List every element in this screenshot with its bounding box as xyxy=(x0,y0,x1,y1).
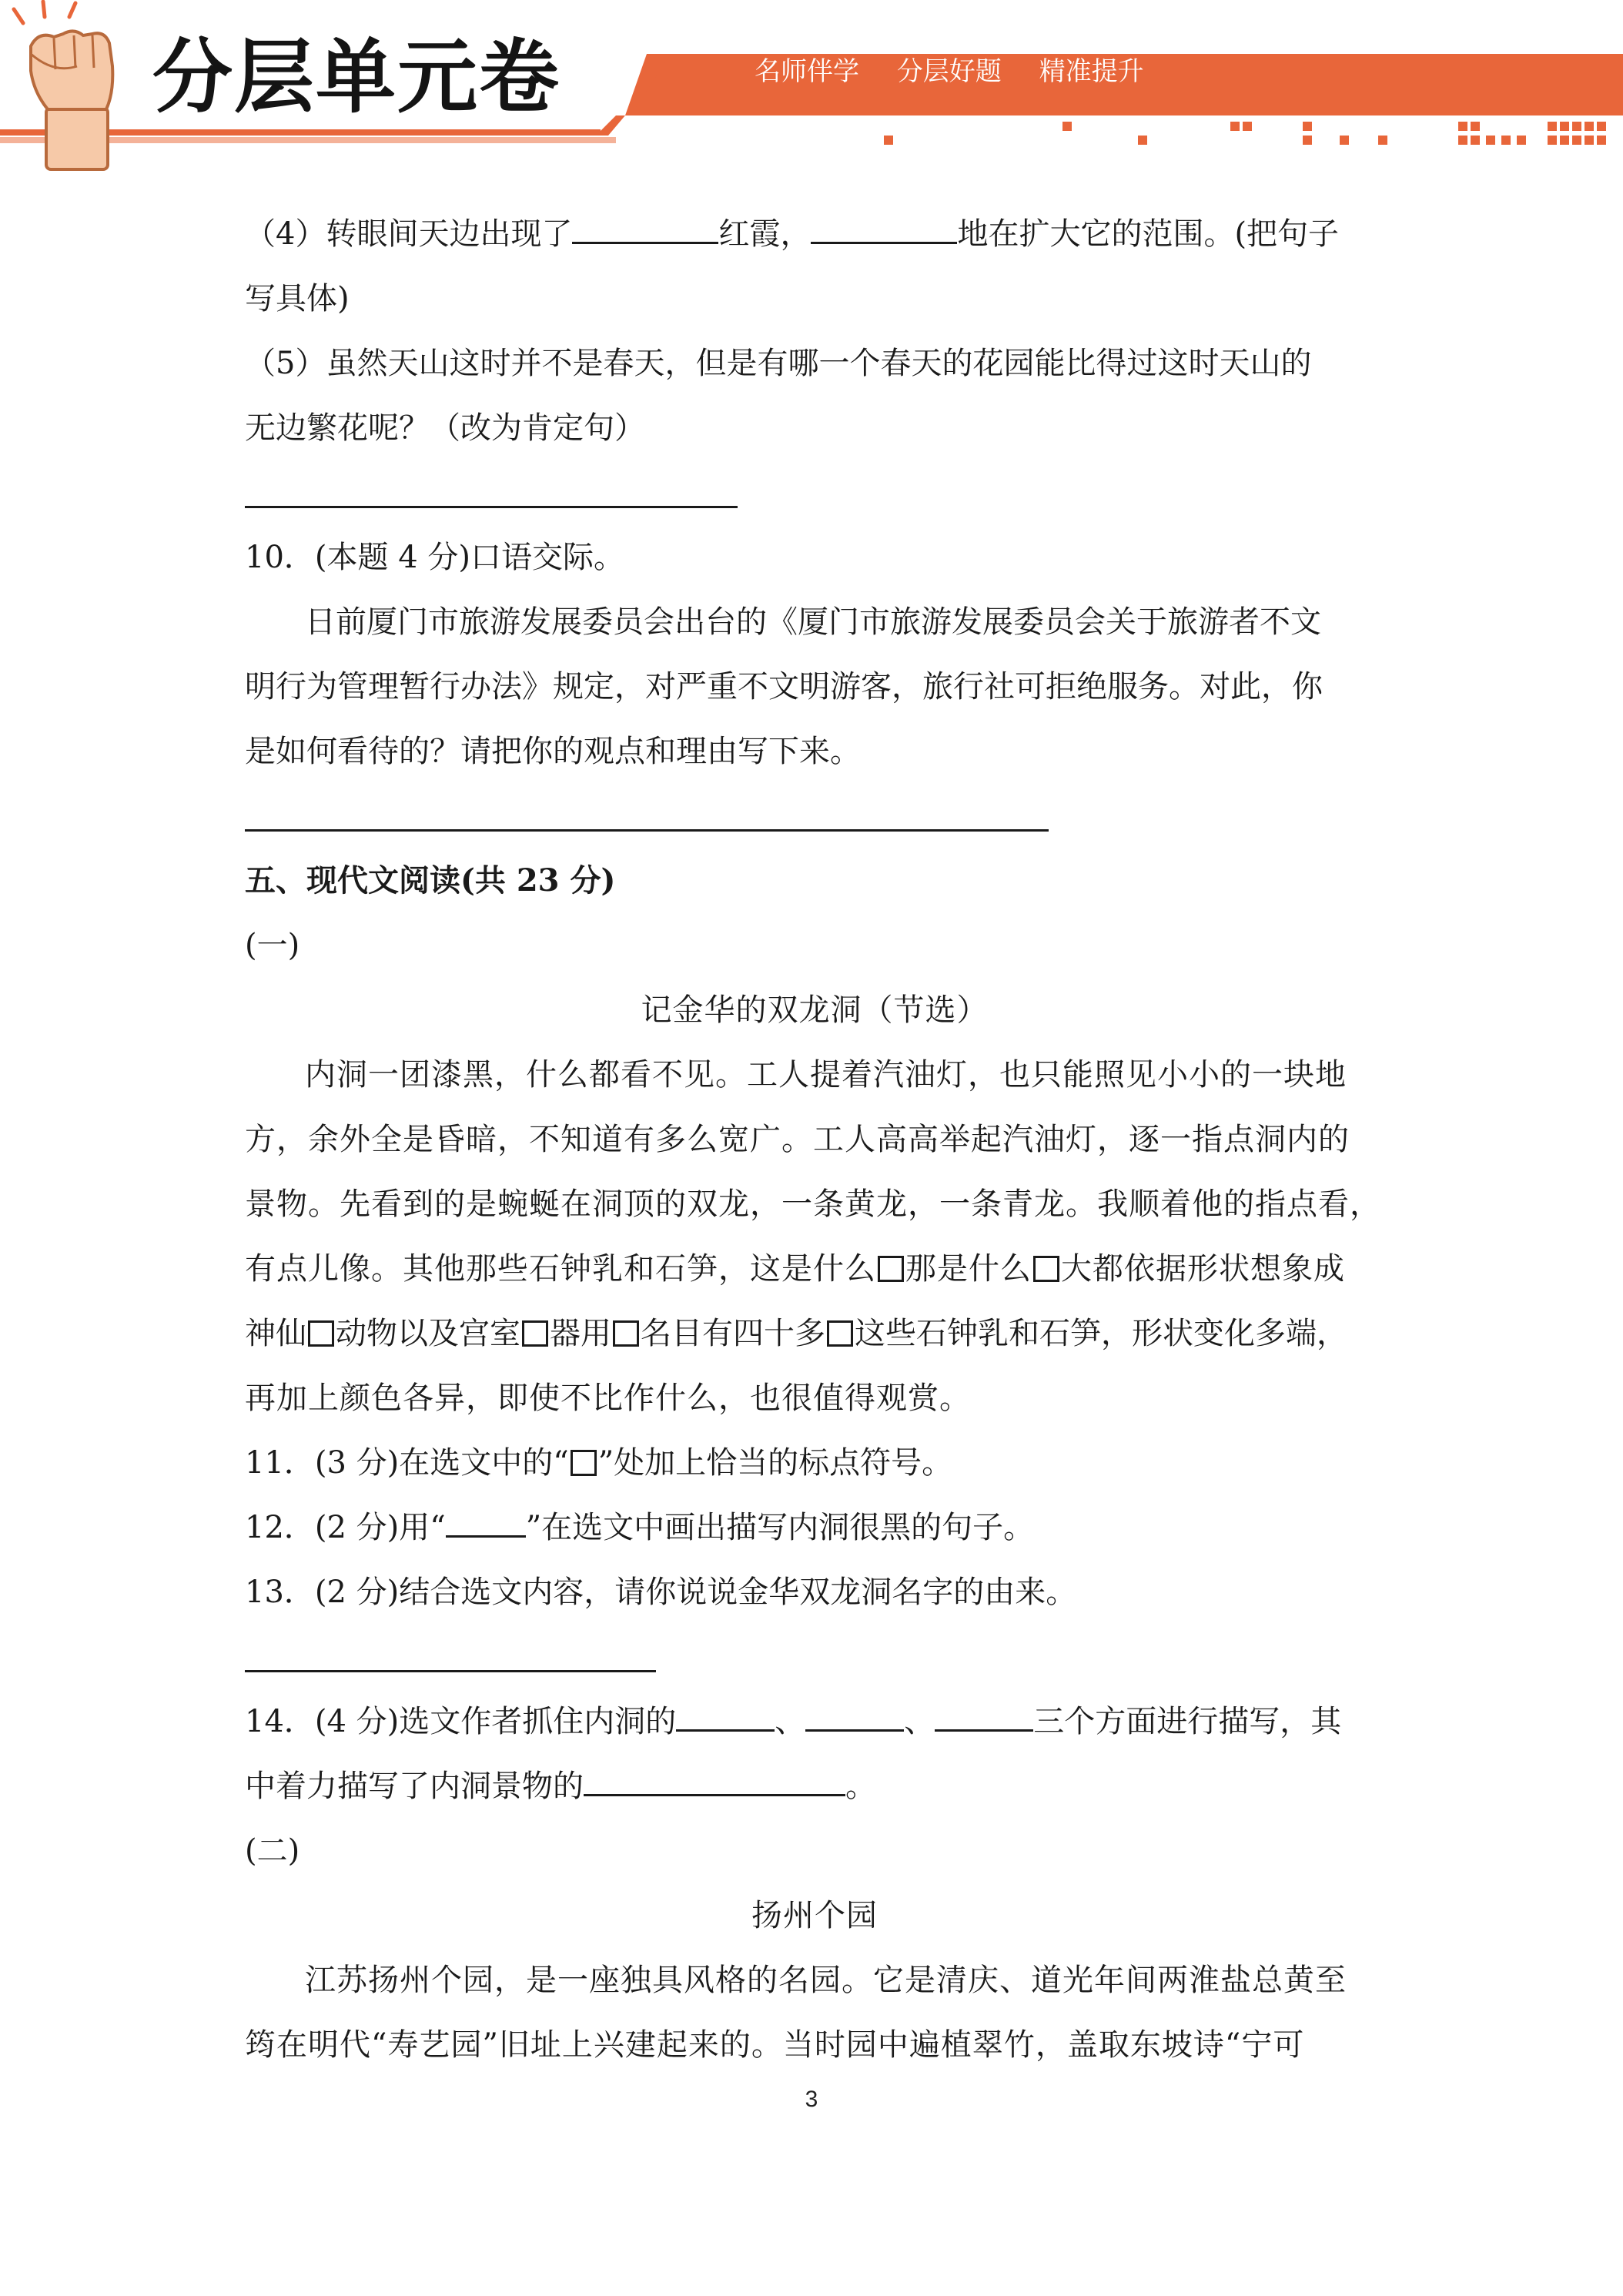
fill-blank[interactable] xyxy=(805,1703,904,1732)
fist-raised-icon xyxy=(14,2,112,169)
part-label: (二) xyxy=(245,1833,300,1869)
q9-item5-line2: 无边繁花呢？（改为肯定句） xyxy=(245,410,645,446)
passage-line: 再加上颜色各异，即使不比作什么，也很值得观赏。 xyxy=(245,1381,971,1416)
page-content xyxy=(245,202,1384,2077)
q12: 12．(2 分)用“ ”在选文中画出描写内洞很黑的句子。 xyxy=(245,1510,1035,1545)
passage-line: 方，余外全是昏暗，不知道有多么宽广。工人高高举起汽油灯，逐一指点洞内的 xyxy=(245,1122,1350,1157)
passage-line: 内洞一团漆黑，什么都看不见。工人提着汽油灯，也只能照见小小的一块地 xyxy=(305,1057,1347,1093)
punctuation-box[interactable] xyxy=(308,1320,334,1347)
answer-line[interactable] xyxy=(245,1625,1384,1689)
q10-text-line: 明行为管理暂行办法》规定，对严重不文明游客，旅行社可拒绝服务。对此，你 xyxy=(245,669,1323,705)
q13: 13．(2 分)结合选文内容，请你说说金华双龙洞名字的由来。 xyxy=(245,1575,1077,1610)
q14-line2: 中着力描写了内洞景物的 。 xyxy=(245,1769,876,1804)
underline-symbol xyxy=(446,1509,526,1538)
punctuation-box[interactable] xyxy=(827,1320,853,1347)
passage-line: 江苏扬州个园，是一座独具风格的名园。它是清庆、道光年间两淮盐总黄至 xyxy=(305,1963,1347,1998)
q10-text-line: 是如何看待的？请把你的观点和理由写下来。 xyxy=(245,734,861,769)
passage-line: 有点儿像。其他那些石钟乳和石笋，这是什么 那是什么 大都依据形状想象成 xyxy=(245,1251,1345,1287)
punctuation-box[interactable] xyxy=(522,1320,548,1347)
brand-title: 分层单元卷 xyxy=(152,30,561,124)
page-number: 3 xyxy=(805,2087,818,2112)
fill-blank[interactable] xyxy=(811,216,957,244)
passage-line: 景物。先看到的是蜿蜒在洞顶的双龙，一条黄龙，一条青龙。我顺着他的指点看， xyxy=(245,1186,1381,1222)
fill-blank[interactable] xyxy=(676,1703,775,1732)
slogan-item: 分层好题 xyxy=(896,56,1002,87)
q10-heading: 10．(本题 4 分)口语交际。 xyxy=(245,540,624,575)
q9-item4-line2: 写具体) xyxy=(245,281,350,316)
box-symbol xyxy=(571,1450,597,1476)
punctuation-box[interactable] xyxy=(1033,1256,1059,1282)
part-label: (一) xyxy=(245,928,300,963)
page-header xyxy=(0,0,1623,177)
passage-title: 记金华的双龙洞（节选） xyxy=(641,992,989,1028)
passage-line: 神仙 动物以及宫室 器用 名目有四十多 这些石钟乳和石笋，形状变化多端， xyxy=(245,1316,1347,1351)
fill-blank[interactable] xyxy=(584,1768,845,1796)
q14-line1: 14．(4 分)选文作者抓住内洞的 、 、 三个方面进行描写，其 xyxy=(245,1704,1342,1739)
q11: 11．(3 分)在选文中的“ ”处加上恰当的标点符号。 xyxy=(245,1445,953,1481)
punctuation-box[interactable] xyxy=(613,1320,639,1347)
fill-blank[interactable] xyxy=(935,1703,1033,1732)
q9-item5-line1: （5）虽然天山这时并不是春天，但是有哪一个春天的花园能比得过这时天山的 xyxy=(245,346,1312,381)
passage-line: 筠在明代“寿艺园”旧址上兴建起来的。当时园中遍植翠竹，盖取东坡诗“宁可 xyxy=(245,2027,1305,2063)
header-slogan xyxy=(755,56,1173,87)
slogan-item: 名师伴学 xyxy=(755,56,859,87)
passage-title: 扬州个园 xyxy=(751,1898,878,1933)
answer-line[interactable] xyxy=(245,460,1384,525)
section-title: 五、现代文阅读(共 23 分) xyxy=(245,862,616,899)
q9-item4-line1: （4）转眼间天边出现了 红霞， 地在扩大它的范围。(把句子 xyxy=(245,216,1340,252)
punctuation-box[interactable] xyxy=(878,1256,904,1282)
q10-text-line: 日前厦门市旅游发展委员会出台的《厦门市旅游发展委员会关于旅游者不文 xyxy=(305,604,1321,640)
slogan-item: 精准提升 xyxy=(1039,56,1144,87)
fill-blank[interactable] xyxy=(572,216,718,244)
answer-line[interactable] xyxy=(245,784,1384,848)
